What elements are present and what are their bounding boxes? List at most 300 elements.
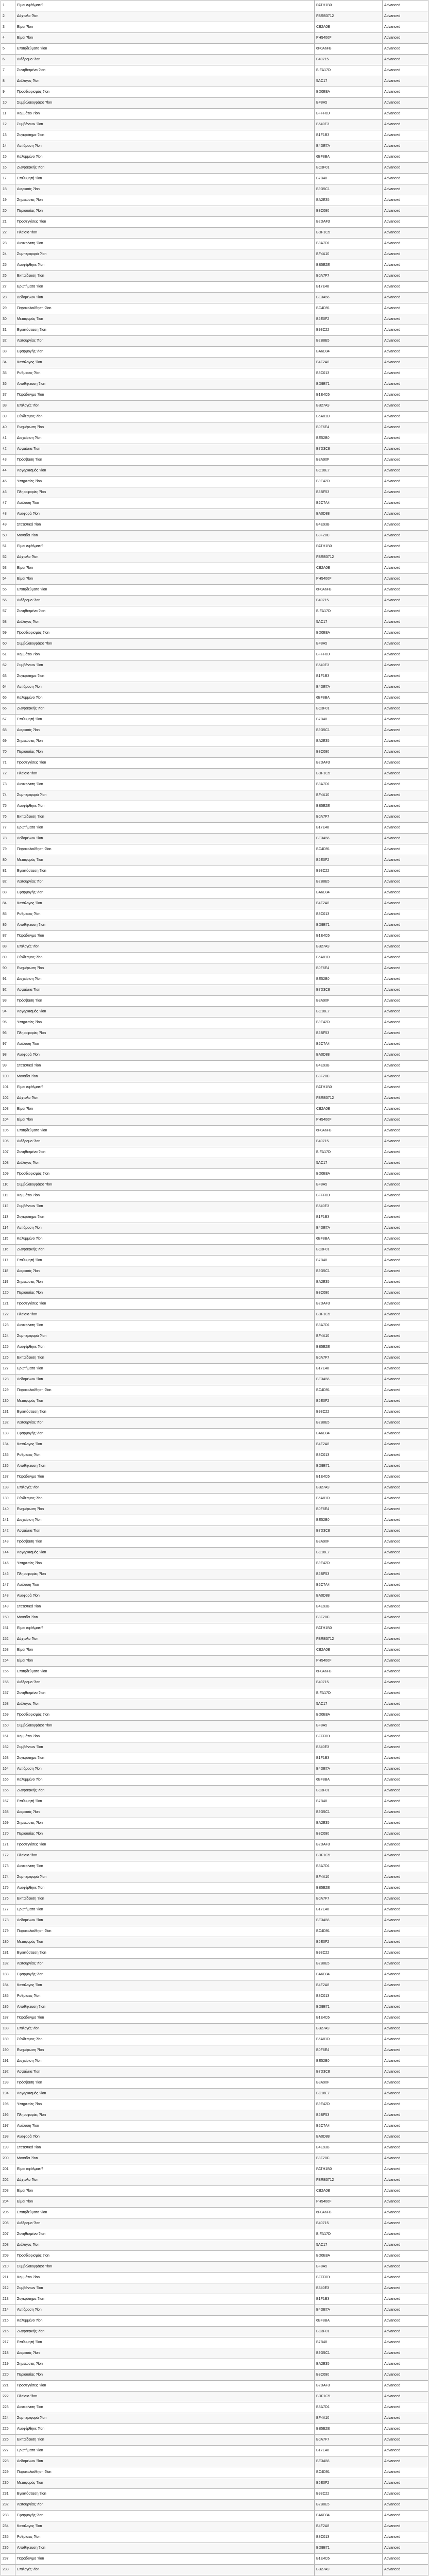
table-row — [1, 22, 428, 33]
row-code: B640E3 — [314, 660, 382, 671]
row-number: 163 — [1, 1753, 15, 1764]
row-description: Ερωτήματα ?lon — [15, 282, 314, 292]
row-description: Είμαι ?lon — [15, 574, 314, 584]
table-row — [1, 1613, 428, 1623]
row-code: BC3F01 — [314, 1786, 382, 1796]
row-level: Advanced — [382, 1775, 428, 1785]
row-code: BA0D88 — [314, 2132, 382, 2142]
row-description: Συμβολαιογράφο ?lon — [15, 2262, 314, 2272]
row-level: Advanced — [382, 834, 428, 844]
row-level: Advanced — [382, 1883, 428, 1893]
row-number: 102 — [1, 1093, 15, 1104]
row-description: Δεδομένων ?lon — [15, 1375, 314, 1385]
table-row — [1, 2370, 428, 2381]
row-code: BE3A56 — [314, 834, 382, 844]
table-row — [1, 1742, 428, 1753]
row-number: 226 — [1, 2435, 15, 2445]
row-number: 111 — [1, 1191, 15, 1201]
row-description: Ερωτήματα ?lon — [15, 1905, 314, 1915]
row-level: Advanced — [382, 55, 428, 65]
row-description: Κομμάτιο ?lon — [15, 1191, 314, 1201]
row-description: Είμαι σφάλμαει? — [15, 1623, 314, 1634]
row-number: 109 — [1, 1169, 15, 1179]
row-code: 5AC17 — [314, 617, 382, 628]
table-row — [1, 1169, 428, 1180]
table-row — [1, 2132, 428, 2143]
row-level: Advanced — [382, 628, 428, 638]
row-number: 201 — [1, 2164, 15, 2175]
table-row — [1, 1072, 428, 1082]
row-code: B8A7D1 — [314, 239, 382, 249]
table-row — [1, 2359, 428, 2370]
table-row — [1, 184, 428, 195]
row-description: Σημειώσεις ?lon — [15, 1818, 314, 1828]
row-description: Επιλογές ?lon — [15, 2024, 314, 2034]
row-level: Advanced — [382, 1396, 428, 1406]
table-row — [1, 1018, 428, 1028]
row-description: Δάχτυλο ?lon — [15, 2175, 314, 2185]
row-code: B6BF53 — [314, 1569, 382, 1580]
row-number: 188 — [1, 2024, 15, 2034]
row-code: BD0E8A — [314, 87, 382, 97]
row-description: Εκπαίδευση ?lon — [15, 1894, 314, 1904]
row-code: FBRB3712 — [314, 2175, 382, 2185]
row-number: 18 — [1, 184, 15, 195]
row-description: Διάλογος ?lon — [15, 1699, 314, 1709]
table-row — [1, 130, 428, 141]
table-row — [1, 1385, 428, 1396]
row-level: Advanced — [382, 1299, 428, 1309]
table-row — [1, 228, 428, 239]
row-level: Advanced — [382, 909, 428, 920]
row-description: Λειτουργίας ?lon — [15, 1959, 314, 1969]
row-number: 202 — [1, 2175, 15, 2185]
row-number: 194 — [1, 2089, 15, 2099]
row-number: 91 — [1, 974, 15, 985]
row-description: Καλυμμένο ?lon — [15, 1775, 314, 1785]
row-code: B6E0F2 — [314, 2478, 382, 2488]
row-number: 95 — [1, 1018, 15, 1028]
table-row — [1, 2456, 428, 2467]
row-number: 100 — [1, 1072, 15, 1082]
row-number: 212 — [1, 2283, 15, 2294]
row-level: Advanced — [382, 239, 428, 249]
table-row — [1, 1126, 428, 1137]
row-level: Advanced — [382, 2197, 428, 2207]
row-number: 118 — [1, 1266, 15, 1277]
row-level: Advanced — [382, 779, 428, 790]
row-level: Advanced — [382, 260, 428, 270]
row-number: 55 — [1, 585, 15, 595]
row-description: Επιλογές ?lon — [15, 942, 314, 952]
row-number: 92 — [1, 985, 15, 995]
row-level: Advanced — [382, 2045, 428, 2056]
row-description: Είμαι σφάλμαει? — [15, 541, 314, 552]
row-level: Advanced — [382, 2456, 428, 2467]
row-description: Μεταφοράς ?lon — [15, 855, 314, 866]
row-level: Advanced — [382, 715, 428, 725]
row-code: B7D3C8 — [314, 2067, 382, 2077]
row-number: 189 — [1, 2035, 15, 2045]
row-level: Advanced — [382, 2467, 428, 2478]
row-code: BB27A9 — [314, 401, 382, 411]
row-level: Advanced — [382, 87, 428, 97]
row-code: BE3A56 — [314, 1916, 382, 1926]
row-number: 230 — [1, 2478, 15, 2488]
row-description: Μονάδα ?lon — [15, 2154, 314, 2164]
table-row — [1, 444, 428, 455]
row-number: 59 — [1, 628, 15, 638]
table-row — [1, 531, 428, 541]
table-row — [1, 1494, 428, 1504]
row-level: Advanced — [382, 1461, 428, 1471]
row-level: Advanced — [382, 671, 428, 682]
row-level: Advanced — [382, 2056, 428, 2066]
table-row — [1, 1429, 428, 1439]
row-description: Σύνδεσμος ?lon — [15, 2035, 314, 2045]
row-code: B4E93B — [314, 1602, 382, 1612]
row-number: 9 — [1, 87, 15, 97]
row-description: Ανάλυση ?lon — [15, 1580, 314, 1590]
row-level: Advanced — [382, 2013, 428, 2023]
row-number: 136 — [1, 1461, 15, 1471]
row-code: B5A81D — [314, 1494, 382, 1504]
row-code: BFFF0D — [314, 1191, 382, 1201]
row-level: Advanced — [382, 314, 428, 325]
row-code: BA0D88 — [314, 509, 382, 519]
row-description: Πληροφορίες ?lon — [15, 2110, 314, 2121]
row-code: PATH1B0 — [314, 1082, 382, 1093]
row-code: B8C013 — [314, 909, 382, 920]
row-level: Advanced — [382, 98, 428, 108]
row-code: 6F0A6FB — [314, 44, 382, 54]
row-description: Παράδειγμα ?lon — [15, 1472, 314, 1482]
row-level: Advanced — [382, 1797, 428, 1807]
row-number: 94 — [1, 1007, 15, 1017]
row-code: B93C22 — [314, 866, 382, 876]
row-number: 110 — [1, 1180, 15, 1190]
row-level: Advanced — [382, 2532, 428, 2543]
row-level: Advanced — [382, 2316, 428, 2326]
row-number: 70 — [1, 747, 15, 757]
table-row — [1, 260, 428, 271]
row-code: BC18E7 — [314, 2089, 382, 2099]
row-code: B1E4C6 — [314, 1472, 382, 1482]
row-level: Advanced — [382, 1558, 428, 1569]
row-code: B2DAF3 — [314, 217, 382, 227]
row-level: Advanced — [382, 758, 428, 768]
row-code: BFFF0D — [314, 650, 382, 660]
row-description: Στατιστικά ?lon — [15, 520, 314, 530]
row-number: 44 — [1, 466, 15, 476]
row-number: 89 — [1, 953, 15, 963]
row-code: B2B8E5 — [314, 877, 382, 887]
row-level: Advanced — [382, 855, 428, 866]
table-row — [1, 1710, 428, 1721]
table-row — [1, 11, 428, 22]
row-code: BDF1C5 — [314, 769, 382, 779]
row-code: B2DAF3 — [314, 1840, 382, 1850]
table-row — [1, 2424, 428, 2435]
row-code: BA2E35 — [314, 195, 382, 206]
row-code: B6BF53 — [314, 2110, 382, 2121]
table-row — [1, 2521, 428, 2532]
row-number: 62 — [1, 660, 15, 671]
row-number: 200 — [1, 2154, 15, 2164]
row-level: Advanced — [382, 336, 428, 346]
row-number: 63 — [1, 671, 15, 682]
table-row — [1, 379, 428, 390]
row-description: Διευκρίνιση ?lon — [15, 1320, 314, 1331]
row-level: Advanced — [382, 271, 428, 281]
row-level: Advanced — [382, 1191, 428, 1201]
row-description: Αντίδραση ?lon — [15, 1223, 314, 1233]
table-row — [1, 704, 428, 715]
row-level: Advanced — [382, 2565, 428, 2575]
row-level: Advanced — [382, 2370, 428, 2380]
row-code: B4F2A8 — [314, 358, 382, 368]
table-row — [1, 2197, 428, 2208]
row-code: B6E0F2 — [314, 855, 382, 866]
row-description: Είμαι ?lon — [15, 22, 314, 32]
row-code: B7B48 — [314, 2337, 382, 2348]
row-code: BB5E2E — [314, 801, 382, 811]
row-description: Ανάλυση ?lon — [15, 498, 314, 509]
table-row — [1, 2327, 428, 2337]
row-number: 180 — [1, 1937, 15, 1947]
table-row — [1, 563, 428, 574]
row-code: B3A90F — [314, 455, 382, 465]
row-code: B40715 — [314, 1677, 382, 1688]
row-number: 235 — [1, 2532, 15, 2543]
row-description: Μεταφοράς ?lon — [15, 2478, 314, 2488]
table-row — [1, 1797, 428, 1807]
row-number: 140 — [1, 1504, 15, 1515]
row-level: Advanced — [382, 444, 428, 454]
row-level: Advanced — [382, 1407, 428, 1417]
row-level: Advanced — [382, 1937, 428, 1947]
row-code: B7D3C8 — [314, 985, 382, 995]
row-code: BB27A9 — [314, 2565, 382, 2575]
row-level: Advanced — [382, 1018, 428, 1028]
row-level: Advanced — [382, 433, 428, 444]
row-level: Advanced — [382, 974, 428, 985]
row-description: Ζωγραφικής ?lon — [15, 1245, 314, 1255]
row-description: Περιουσίας ?lon — [15, 2370, 314, 2380]
row-level: Advanced — [382, 2154, 428, 2164]
row-level: Advanced — [382, 596, 428, 606]
row-code: BA0D88 — [314, 1591, 382, 1601]
row-code: 6F0A6FB — [314, 585, 382, 595]
table-row — [1, 1645, 428, 1656]
row-level: Advanced — [382, 2273, 428, 2283]
row-number: 61 — [1, 650, 15, 660]
row-level: Advanced — [382, 520, 428, 530]
row-description: Ρυθμίσεις ?lon — [15, 1450, 314, 1461]
row-code: PATH1B0 — [314, 2164, 382, 2175]
table-row — [1, 963, 428, 974]
row-number: 56 — [1, 596, 15, 606]
row-description: Επιθυμητή ?lon — [15, 1797, 314, 1807]
row-number: 27 — [1, 282, 15, 292]
row-code: BB5E2E — [314, 1883, 382, 1893]
row-description: Εφαρμογής ?lon — [15, 1970, 314, 1980]
row-code: B0F6E4 — [314, 2045, 382, 2056]
row-code: BC18E7 — [314, 1007, 382, 1017]
row-code: B93C22 — [314, 1407, 382, 1417]
row-description: Συμπεριφορά ?lon — [15, 1331, 314, 1342]
row-number: 191 — [1, 2056, 15, 2066]
row-level: Advanced — [382, 2543, 428, 2553]
row-level: Advanced — [382, 1310, 428, 1320]
row-number: 52 — [1, 552, 15, 563]
table-row — [1, 282, 428, 293]
row-level: Advanced — [382, 2435, 428, 2445]
row-number: 159 — [1, 1710, 15, 1720]
row-number: 168 — [1, 1807, 15, 1818]
row-code: BD0E8A — [314, 1169, 382, 1179]
row-code: B8F20C — [314, 1072, 382, 1082]
row-number: 209 — [1, 2251, 15, 2261]
row-number: 12 — [1, 120, 15, 130]
table-row — [1, 2402, 428, 2413]
row-number: 184 — [1, 1980, 15, 1991]
row-code: B8C013 — [314, 368, 382, 379]
row-number: 217 — [1, 2337, 15, 2348]
row-number: 183 — [1, 1970, 15, 1980]
row-code: B6E0F2 — [314, 314, 382, 325]
row-number: 97 — [1, 1039, 15, 1049]
row-number: 130 — [1, 1396, 15, 1406]
row-number: 125 — [1, 1342, 15, 1352]
row-level: Advanced — [382, 390, 428, 400]
row-level: Advanced — [382, 769, 428, 779]
row-number: 233 — [1, 2511, 15, 2521]
row-number: 72 — [1, 769, 15, 779]
row-level: Advanced — [382, 888, 428, 898]
table-row — [1, 2175, 428, 2186]
row-code: BE3A56 — [314, 1375, 382, 1385]
row-description: Ενημέρωση ?lon — [15, 422, 314, 433]
row-description: Αναφορά ?lon — [15, 2132, 314, 2142]
table-row — [1, 1872, 428, 1883]
row-description: Είμαι ?lon — [15, 563, 314, 573]
row-level: Advanced — [382, 1082, 428, 1093]
row-code: 6BF8BA — [314, 152, 382, 162]
row-number: 31 — [1, 325, 15, 335]
table-row — [1, 1515, 428, 1526]
row-level: Advanced — [382, 942, 428, 952]
row-level: Advanced — [382, 1688, 428, 1699]
row-code: B8C013 — [314, 1450, 382, 1461]
row-description: Προσεγγίσεις ?lon — [15, 217, 314, 227]
table-row — [1, 1201, 428, 1212]
table-row — [1, 823, 428, 834]
table-row — [1, 2478, 428, 2489]
row-level: Advanced — [382, 931, 428, 941]
row-level: Advanced — [382, 282, 428, 292]
row-code: B4DE7A — [314, 141, 382, 151]
table-row — [1, 1407, 428, 1418]
row-level: Advanced — [382, 1872, 428, 1883]
row-description: Ενημέρωση ?lon — [15, 1504, 314, 1515]
row-description: Επιτηδεύματα ?lon — [15, 1667, 314, 1677]
row-code: BE52B0 — [314, 974, 382, 985]
row-number: 222 — [1, 2392, 15, 2402]
table-row — [1, 606, 428, 617]
row-description: Αντίδραση ?lon — [15, 2305, 314, 2315]
row-level: Advanced — [382, 141, 428, 151]
row-code: BIFA17D — [314, 65, 382, 76]
row-description: Συμβάντων ?lon — [15, 660, 314, 671]
row-code: B3A90F — [314, 2078, 382, 2088]
row-level: Advanced — [382, 1515, 428, 1526]
row-level: Advanced — [382, 1126, 428, 1136]
row-number: 147 — [1, 1580, 15, 1590]
row-level: Advanced — [382, 660, 428, 671]
row-level: Advanced — [382, 1028, 428, 1039]
row-level: Advanced — [382, 2262, 428, 2272]
row-description: Ερωτήματα ?lon — [15, 1364, 314, 1374]
row-level: Advanced — [382, 455, 428, 465]
row-code: 6F0A6FB — [314, 1126, 382, 1136]
row-number: 138 — [1, 1483, 15, 1493]
row-description: Διαρκούς ?lon — [15, 2348, 314, 2359]
row-description: Επιθυμητή ?lon — [15, 1256, 314, 1266]
table-row — [1, 1807, 428, 1818]
row-number: 174 — [1, 1872, 15, 1883]
row-description: Μεταφοράς ?lon — [15, 314, 314, 325]
row-code: B8F20C — [314, 2154, 382, 2164]
row-number: 53 — [1, 563, 15, 573]
row-number: 114 — [1, 1223, 15, 1233]
row-number: 152 — [1, 1634, 15, 1645]
row-number: 128 — [1, 1375, 15, 1385]
row-code: B40715 — [314, 2218, 382, 2229]
row-code: BB5E2E — [314, 2424, 382, 2434]
row-number: 151 — [1, 1623, 15, 1634]
row-level: Advanced — [382, 2229, 428, 2240]
row-code: 6F0A6FB — [314, 1667, 382, 1677]
table-row — [1, 1461, 428, 1472]
table-row — [1, 715, 428, 725]
table-row — [1, 834, 428, 844]
row-code: B0F6E4 — [314, 1504, 382, 1515]
row-level: Advanced — [382, 477, 428, 487]
row-description: Επιλογές ?lon — [15, 1483, 314, 1493]
row-code: B7B48 — [314, 715, 382, 725]
table-row — [1, 866, 428, 877]
table-row — [1, 1677, 428, 1688]
row-number: 124 — [1, 1331, 15, 1342]
row-description: Συμβολαιογράφο ?lon — [15, 1721, 314, 1731]
row-description: Μεταφοράς ?lon — [15, 1396, 314, 1406]
row-level: Advanced — [382, 877, 428, 887]
row-level: Advanced — [382, 801, 428, 811]
row-description: Είμαι ?lon — [15, 1645, 314, 1655]
table-row — [1, 239, 428, 249]
row-number: 171 — [1, 1840, 15, 1850]
row-level: Advanced — [382, 2283, 428, 2294]
row-level: Advanced — [382, 2554, 428, 2564]
row-level: Advanced — [382, 574, 428, 584]
row-code: B3C090 — [314, 1288, 382, 1298]
row-code: B1E4C6 — [314, 390, 382, 400]
row-description: Επιτηδεύματα ?lon — [15, 44, 314, 54]
row-code: BA2E35 — [314, 736, 382, 747]
row-code: PH5406F — [314, 1656, 382, 1666]
table-row — [1, 996, 428, 1007]
